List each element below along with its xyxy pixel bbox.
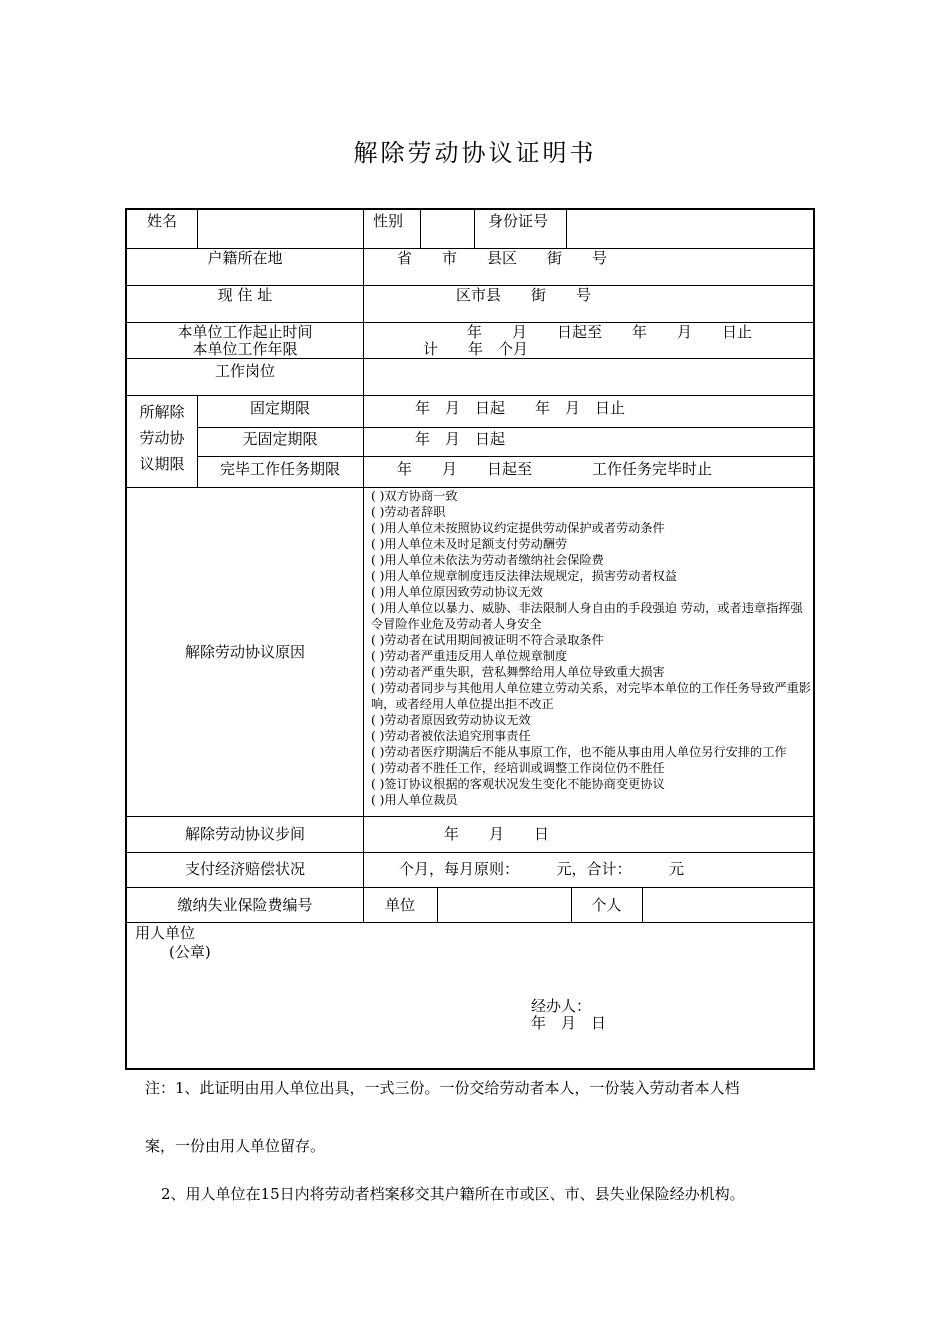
reason-option[interactable]: ( )劳动者在试用期间被证明不符合录取条件 [371,633,604,647]
reason-option[interactable]: ( )双方协商一致 [371,489,458,503]
reason-option[interactable]: ( )用人单位以暴力、威胁、非法限制人身自由的手段强迫 劳动，或者违章指挥强令冒险作业危及劳动者人身安全 [371,601,803,631]
reason-option[interactable]: ( )劳动者医疗期满后不能从事原工作，也不能从事由用人单位另行安排的工作 [371,745,787,759]
termination-date-label: 解除劳动协议步间 [184,825,305,843]
row-divider [127,395,813,396]
name-label: 姓名 [147,212,178,230]
post-label: 工作岗位 [214,362,275,380]
household-value: 省 市 县区 街 号 [397,249,608,267]
row-divider [127,816,813,817]
note-line: 2、用人单位在15日内将劳动者档案移交其户籍所在市或区、市、县失业保险经办机构。 [161,1185,745,1203]
insurance-person-label: 个人 [591,896,622,914]
termination-date-value: 年 月 日 [444,825,550,843]
col-divider [437,887,438,922]
reason-option[interactable]: ( )用人单位裁员 [371,793,458,807]
reason-option[interactable]: ( )用人单位规章制度违反法律法规规定，损害劳动者权益 [371,569,677,583]
official-seal-label: (公章) [169,943,211,961]
insurance-unit-label: 单位 [384,896,415,914]
reason-option[interactable]: ( )劳动者辞职 [371,505,446,519]
employer-label: 用人单位 [135,924,196,942]
col-divider [197,210,198,248]
work-period-value: 年 月 日起至 年 月 日止 [467,323,753,341]
row-divider [197,427,813,428]
seal-date: 年 月 日 [531,1014,607,1032]
reason-options [371,488,813,808]
compensation-label: 支付经济赔偿状况 [184,860,305,878]
compensation-value: 个月，每月原则： 元，合计： 元 [399,860,685,878]
reason-option[interactable]: ( )劳动者被依法追究刑事责任 [371,729,531,743]
work-period-label: 本单位工作起止时间 [177,323,313,341]
work-years-label: 本单位工作年限 [192,340,298,358]
gender-label: 性别 [373,212,404,230]
row-divider [127,922,813,923]
col-divider [363,487,364,922]
col-divider [363,395,364,487]
col-divider [363,210,364,248]
document-title: 解除劳动协议证明书 [353,139,597,167]
reason-option[interactable]: ( )用人单位未依法为劳动者缴纳社会保险费 [371,553,604,567]
term-label-line: 所解除 [139,403,185,421]
reason-option[interactable]: ( )劳动者原因致劳动协议无效 [371,713,531,727]
row-divider [127,887,813,888]
note-line: 注：1、此证明由用人单位出具，一式三份。一份交给劳动者本人，一份装入劳动者本人档 [145,1079,740,1097]
address-value: 区市县 街 号 [456,286,592,304]
reason-option[interactable]: ( )劳动者同步与其他用人单位建立劳动关系，对完毕本单位的工作任务导致严重影响，或者经用人单位提出拒不改正 [371,681,811,711]
reason-option[interactable]: ( )劳动者不胜任工作，经培训或调整工作岗位仍不胜任 [371,761,665,775]
note-line: 案，一份由用人单位留存。 [145,1137,326,1155]
col-divider [363,248,364,395]
col-divider [474,210,475,248]
open-term-value: 年 月 日起 [415,430,506,448]
reason-option[interactable]: ( )用人单位未按照协议约定提供劳动保护或者劳动条件 [371,521,665,535]
reason-option[interactable]: ( )劳动者严重失职，营私舞弊给用人单位导致重大损害 [371,665,665,679]
col-divider [420,210,421,248]
task-term-value: 年 月 日起至 工作任务完毕时止 [397,460,713,478]
insurance-number-label: 缴纳失业保险费编号 [177,896,313,914]
row-divider [197,456,813,457]
reason-option[interactable]: ( )签订协议根据的客观状况发生变化不能协商变更协议 [371,777,665,791]
household-label: 户籍所在地 [207,249,283,267]
work-years-value: 计 年 个月 [423,340,529,358]
col-divider [566,210,567,248]
open-term-label: 无固定期限 [242,430,318,448]
reason-option[interactable]: ( )用人单位未及时足额支付劳动酬劳 [371,537,568,551]
reason-label: 解除劳动协议原因 [184,643,305,661]
address-label: 现 住 址 [217,286,273,304]
col-divider [642,887,643,922]
id-number-label: 身份证号 [488,212,549,230]
fixed-term-value: 年 月 日起 年 月 日止 [415,399,626,417]
fixed-term-label: 固定期限 [249,399,310,417]
handler-label: 经办人： [531,997,592,1015]
task-term-label: 完毕工作任务期限 [219,460,340,478]
reason-option[interactable]: ( )用人单位原因致劳动协议无效 [371,585,543,599]
term-label-line: 议期限 [139,455,185,473]
certificate-form [125,208,815,1070]
row-divider [127,358,813,359]
row-divider [127,852,813,853]
term-label-line: 劳动协 [139,429,185,447]
reason-option[interactable]: ( )劳动者严重违反用人单位规章制度 [371,649,568,663]
